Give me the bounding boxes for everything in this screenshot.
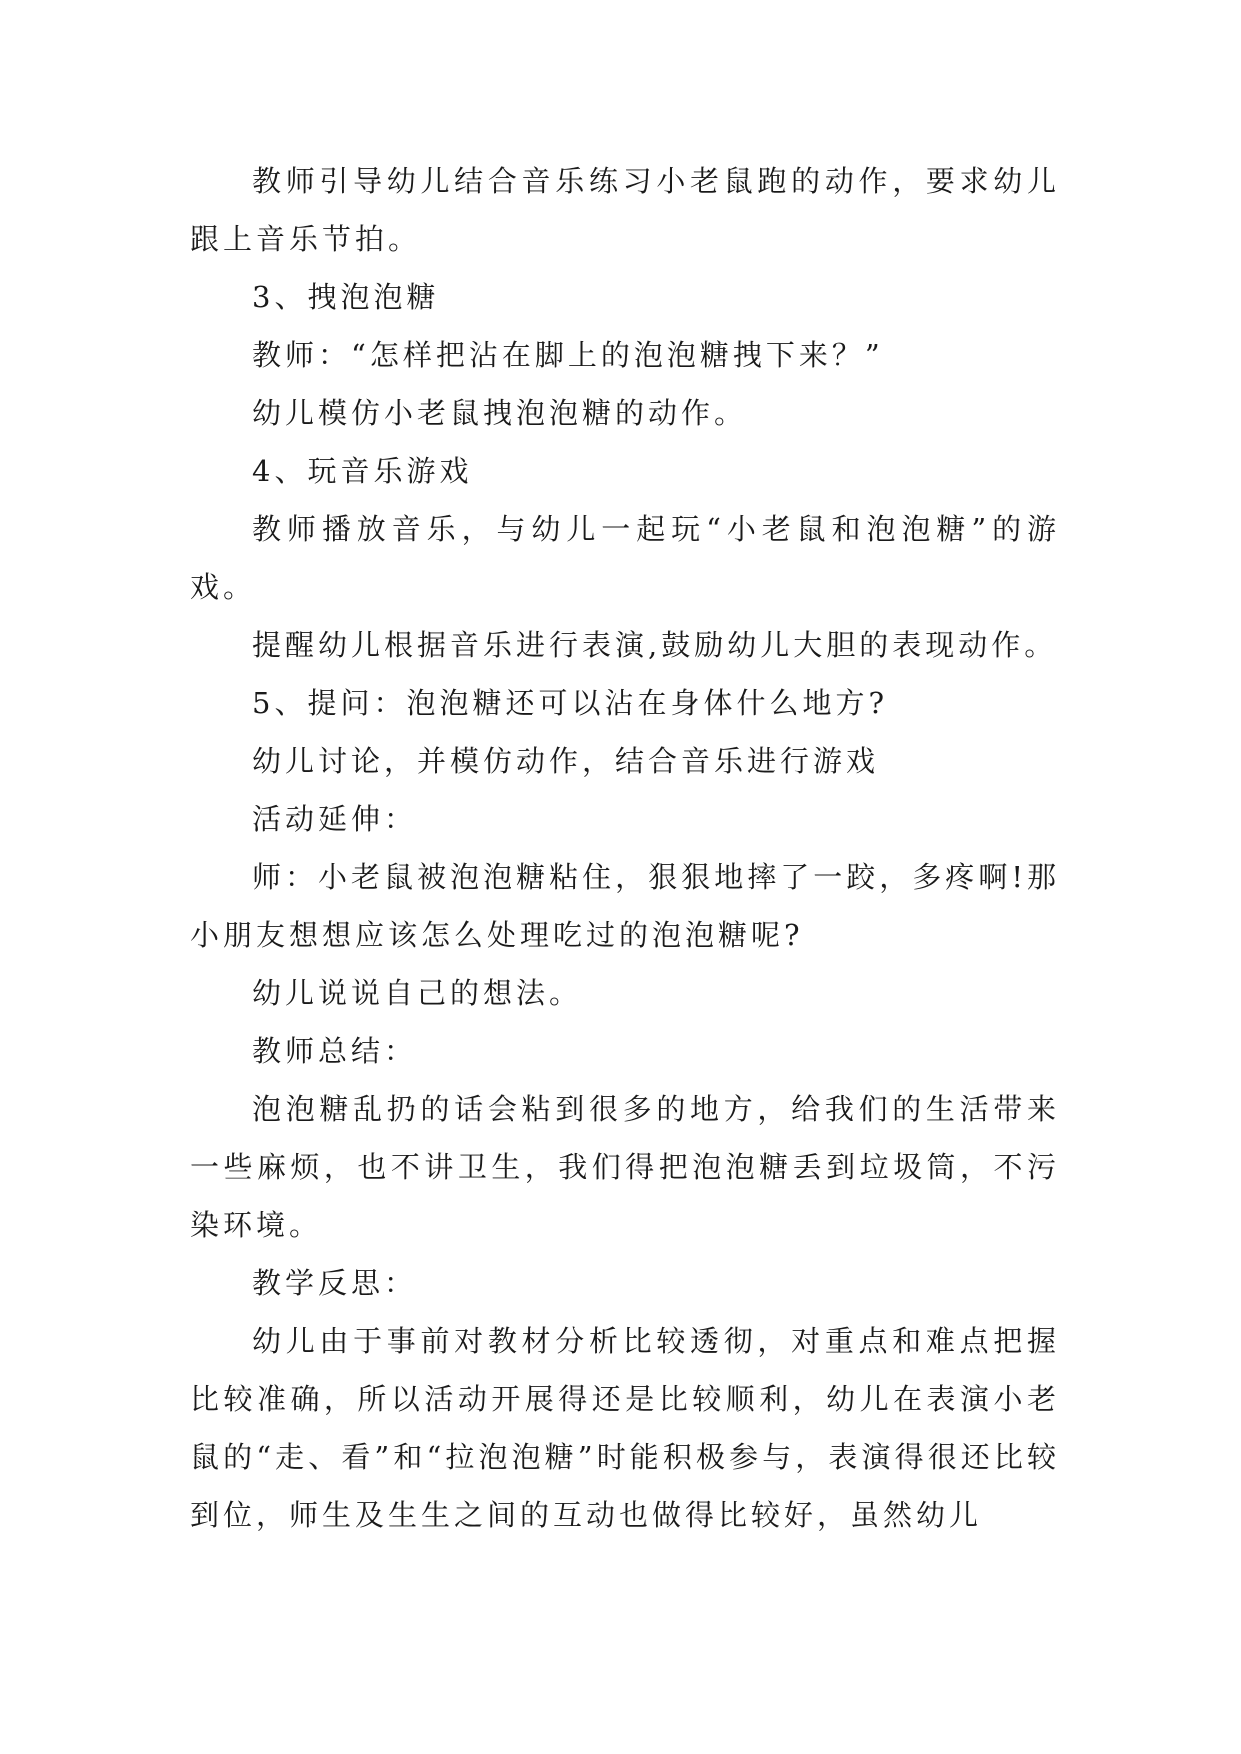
section-heading: 3、拽泡泡糖 bbox=[252, 280, 440, 314]
section-heading: 4、玩音乐游戏 bbox=[252, 454, 473, 488]
section-heading: 活动延伸： bbox=[252, 802, 418, 836]
paragraph: 教师：“怎样把沾在脚上的泡泡糖拽下来？” bbox=[252, 338, 884, 372]
section-heading: 5、提问：泡泡糖还可以沾在身体什么地方? bbox=[252, 686, 888, 720]
paragraph: 幼儿说说自己的想法。 bbox=[252, 976, 583, 1010]
section-heading: 教师总结： bbox=[252, 1034, 418, 1068]
paragraph: 幼儿由于事前对教材分析比较透彻，对重点和难点把握比较准确，所以活动开展得还是比较顺利，幼儿在表演小老鼠的“走、看”和“拉泡泡糖”时能积极参与，表演得很还比较到位，师生及生生之间的互动也做得比较好，虽然幼儿 bbox=[190, 1324, 1060, 1532]
paragraph: 提醒幼儿根据音乐进行表演,鼓励幼儿大胆的表现动作。 bbox=[252, 628, 1058, 662]
paragraph: 幼儿模仿小老鼠拽泡泡糖的动作。 bbox=[252, 396, 748, 430]
paragraph: 教师引导幼儿结合音乐练习小老鼠跑的动作，要求幼儿跟上音乐节拍。 bbox=[190, 164, 1060, 256]
section-heading: 教学反思： bbox=[252, 1266, 418, 1300]
document-body bbox=[190, 152, 1060, 1544]
paragraph: 泡泡糖乱扔的话会粘到很多的地方，给我们的生活带来一些麻烦，也不讲卫生，我们得把泡泡糖丢到垃圾筒，不污染环境。 bbox=[190, 1092, 1060, 1242]
paragraph: 师：小老鼠被泡泡糖粘住，狠狠地摔了一跤，多疼啊!那小朋友想想应该怎么处理吃过的泡泡糖呢? bbox=[190, 860, 1060, 952]
paragraph: 教师播放音乐，与幼儿一起玩“小老鼠和泡泡糖”的游戏。 bbox=[190, 512, 1060, 604]
paragraph: 幼儿讨论，并模仿动作，结合音乐进行游戏 bbox=[252, 744, 880, 778]
